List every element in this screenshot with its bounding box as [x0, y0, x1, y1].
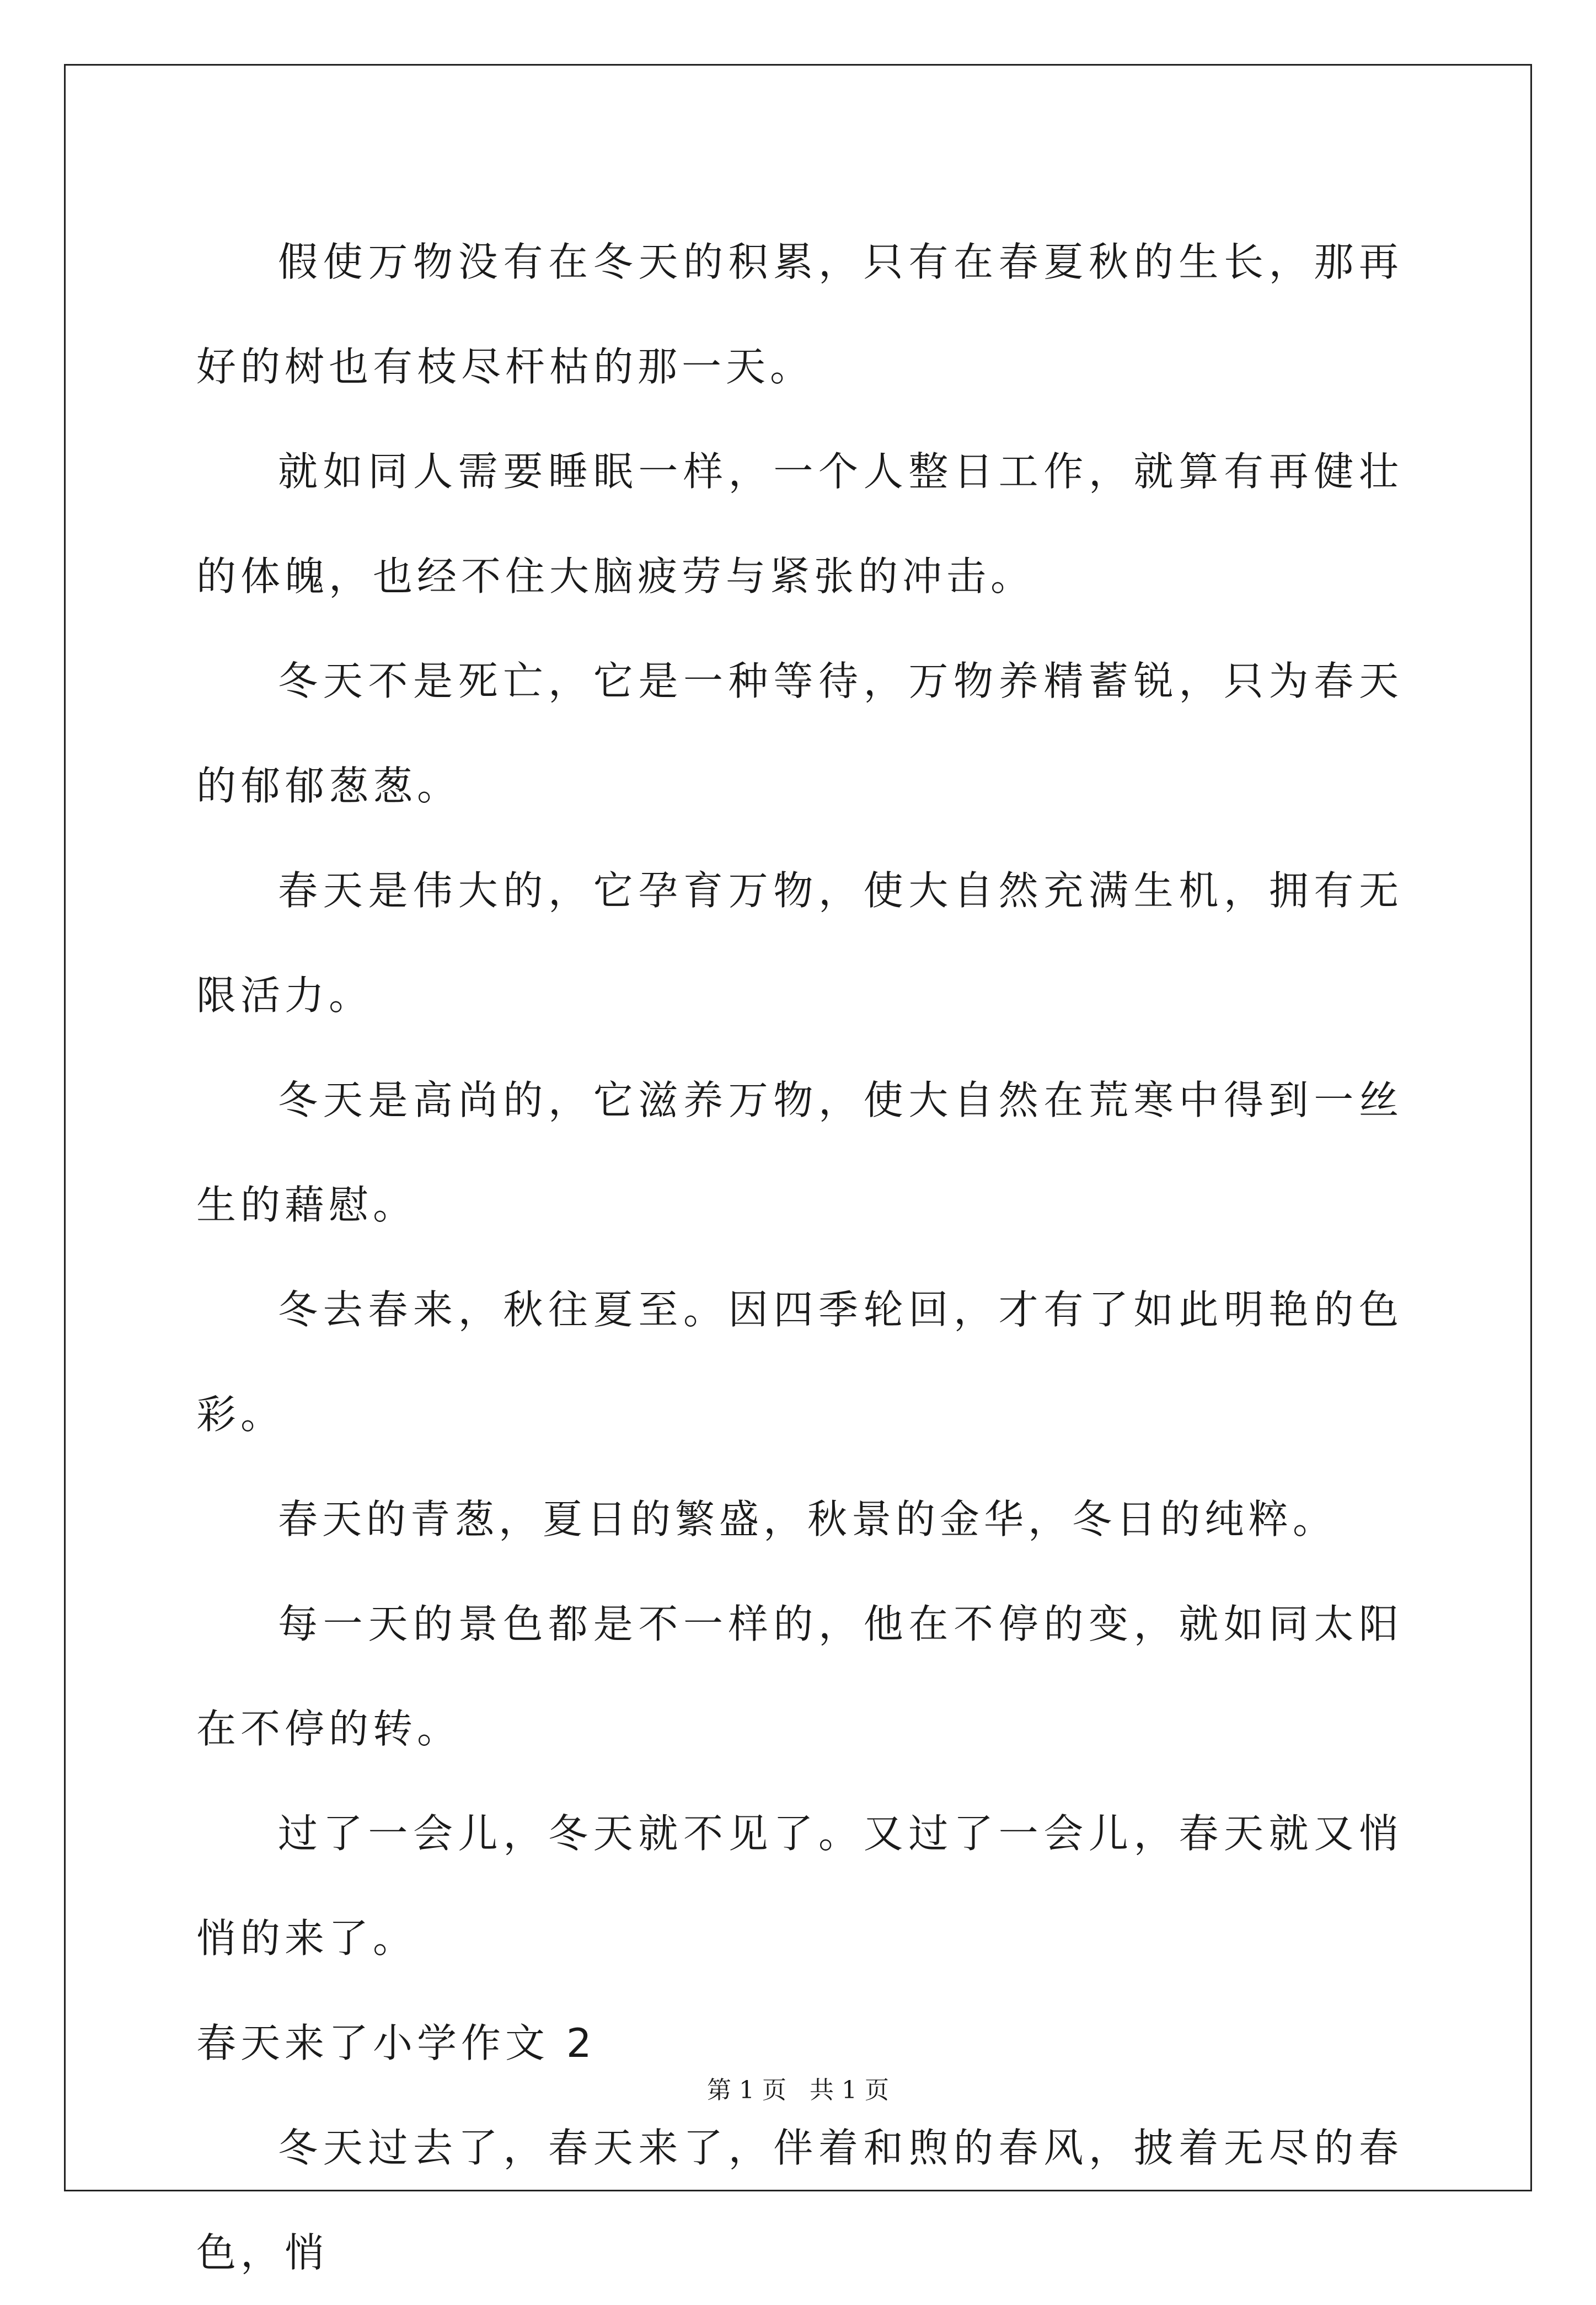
paragraph: 春天的青葱，夏日的繁盛，秋景的金华，冬日的纯粹。 [278, 1496, 1337, 1542]
paragraph: 冬天过去了，春天来了，伴着和煦的春风，披着无尽的春色，悄 [196, 2125, 1403, 2276]
paragraph: 假使万物没有在冬天的积累，只有在春夏秋的生长，那再好的树也有枝尽杆枯的那一天。 [196, 239, 1403, 390]
paragraph: 冬天不是死亡，它是一种等待，万物养精蓄锐，只为春天的郁郁葱葱。 [196, 658, 1403, 809]
section-title: 春天来了小学作文 2 [196, 2020, 596, 2066]
page-footer: 第 1 页 共 1 页 [707, 2076, 889, 2104]
paragraph: 每一天的景色都是不一样的，他在不停的变，就如同太阳在不停的转。 [196, 1601, 1403, 1752]
paragraph: 就如同人需要睡眠一样，一个人整日工作，就算有再健壮的体魄，也经不住大脑疲劳与紧张的冲击。 [196, 448, 1403, 599]
document-body [196, 210, 1403, 2305]
paragraph: 冬去春来，秋往夏至。因四季轮回，才有了如此明艳的色彩。 [196, 1286, 1403, 1438]
paragraph: 过了一会儿，冬天就不见了。又过了一会儿，春天就又悄悄的来了。 [196, 1810, 1403, 1961]
paragraph: 春天是伟大的，它孕育万物，使大自然充满生机，拥有无限活力。 [196, 867, 1403, 1019]
paragraph: 冬天是高尚的，它滋养万物，使大自然在荒寒中得到一丝生的藉慰。 [196, 1077, 1403, 1228]
